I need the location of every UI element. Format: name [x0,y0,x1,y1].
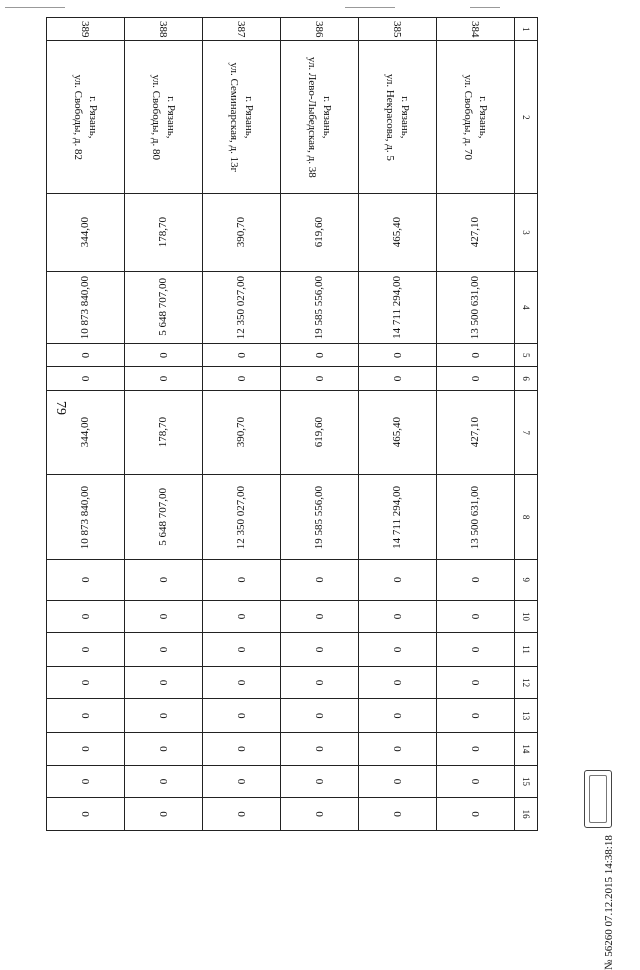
row-id-cell: 387 [203,18,281,41]
value-cell-col-10: 0 [47,600,125,633]
value-cell-col-5: 0 [281,343,359,366]
address-street: ул. Свободы, д. 80 [150,74,163,160]
value-text: 178,70 [157,417,170,448]
value-cell-col-4 [281,271,359,343]
value-text: 10 873 840,00 [79,275,92,339]
address-cell [47,41,125,194]
value-text: 619,60 [313,417,326,448]
value-text: 19 585 556,00 [313,275,326,339]
column-number-cell: 15 [515,765,538,798]
row-id-cell: 385 [359,18,437,41]
value-cell-col-10: 0 [281,600,359,633]
value-cell-col-11: 0 [125,633,203,667]
value-cell-col-13: 0 [359,699,437,733]
value-cell-col-10: 0 [437,600,515,633]
table-container [55,17,538,831]
value-cell-col-9: 0 [359,559,437,600]
value-cell-col-5: 0 [359,343,437,366]
column-number-cell: 12 [515,666,538,699]
value-cell-col-4 [437,271,515,343]
column-number-cell: 11 [515,633,538,667]
value-cell-col-10: 0 [125,600,203,633]
address-street: ул. Свободы, д. 70 [462,74,475,160]
value-text: 427,10 [469,417,482,448]
value-cell-col-7 [125,390,203,475]
address-cell [281,41,359,194]
column-number-cell: 9 [515,559,538,600]
address-city: г. Рязань, [321,96,334,139]
value-cell-col-16: 0 [281,798,359,831]
value-cell-col-5: 0 [47,343,125,366]
value-text: 390,70 [235,417,248,448]
value-cell-col-15: 0 [359,765,437,798]
value-cell-col-10: 0 [359,600,437,633]
value-cell-col-12: 0 [281,666,359,699]
column-number-cell: 2 [515,41,538,194]
row-id-cell: 384 [437,18,515,41]
column-number-cell: 13 [515,699,538,733]
value-cell-col-6: 0 [359,367,437,390]
value-cell-col-15: 0 [47,765,125,798]
address-cell [203,41,281,194]
row-id-cell: 386 [281,18,359,41]
value-text: 5 648 707,00 [157,278,170,337]
value-cell-col-9: 0 [437,559,515,600]
value-cell-col-15: 0 [281,765,359,798]
value-cell-col-7 [281,390,359,475]
value-cell-col-5: 0 [437,343,515,366]
value-cell-col-16: 0 [203,798,281,831]
value-cell-col-14: 0 [203,733,281,766]
value-text: 344,00 [79,417,92,448]
table-row [359,18,437,831]
address-city: г. Рязань, [477,96,490,139]
value-cell-col-13: 0 [47,699,125,733]
value-cell-col-13: 0 [281,699,359,733]
value-cell-col-8 [125,475,203,560]
value-cell-col-13: 0 [437,699,515,733]
value-cell-col-11: 0 [47,633,125,667]
value-text: 14 711 294,00 [391,275,404,339]
value-cell-col-4 [203,271,281,343]
address-cell [437,41,515,194]
value-cell-col-7 [203,390,281,475]
value-cell-col-11: 0 [203,633,281,667]
value-cell-col-8 [203,475,281,560]
value-cell-col-12: 0 [437,666,515,699]
address-street: ул. Некрасова, д. 5 [384,73,397,161]
value-text: 12 350 027,00 [235,485,248,549]
value-text: 12 350 027,00 [235,275,248,339]
address-city: г. Рязань, [165,96,178,139]
address-street: ул. Семинарская, д. 13г [228,62,241,173]
column-number-cell: 3 [515,194,538,271]
value-text: 10 873 840,00 [79,485,92,549]
value-text: 19 585 556,00 [313,485,326,549]
value-cell-col-4 [125,271,203,343]
address-street: ул. Свободы, д. 82 [72,74,85,160]
value-cell-col-7 [437,390,515,475]
column-number-cell: 7 [515,390,538,475]
rotated-table-frame [55,17,538,831]
row-id-cell: 389 [47,18,125,41]
column-number-cell: 5 [515,343,538,366]
value-cell-col-3 [437,194,515,271]
value-cell-col-10: 0 [203,600,281,633]
value-text: 344,00 [79,217,92,248]
value-text: 5 648 707,00 [157,488,170,547]
value-cell-col-16: 0 [359,798,437,831]
table-row [281,18,359,831]
table-row [437,18,515,831]
address-city: г. Рязань, [243,96,256,139]
value-cell-col-6: 0 [281,367,359,390]
value-cell-col-6: 0 [203,367,281,390]
value-cell-col-8 [47,475,125,560]
address-street: ул. Лево-Лыбедская, д. 38 [306,56,319,178]
value-cell-col-11: 0 [437,633,515,667]
value-cell-col-11: 0 [359,633,437,667]
value-cell-col-3 [125,194,203,271]
column-number-cell: 4 [515,271,538,343]
value-cell-col-3 [203,194,281,271]
value-cell-col-8 [281,475,359,560]
address-city: г. Рязань, [399,96,412,139]
value-text: 465,40 [391,217,404,248]
value-cell-col-13: 0 [125,699,203,733]
document-number: № 56260 07.12.2015 14:38:18 [603,835,615,970]
value-text: 619,60 [313,217,326,248]
value-cell-col-9: 0 [125,559,203,600]
value-cell-col-3 [47,194,125,271]
scan-mark [5,7,65,8]
value-cell-col-4 [359,271,437,343]
document-number-wrap [601,770,617,970]
value-cell-col-9: 0 [281,559,359,600]
value-cell-col-12: 0 [359,666,437,699]
page-number: 79 [53,401,68,415]
value-cell-col-14: 0 [47,733,125,766]
value-cell-col-5: 0 [203,343,281,366]
table-row [125,18,203,831]
value-cell-col-6: 0 [125,367,203,390]
value-cell-col-7 [47,390,125,475]
address-city: г. Рязань, [87,96,100,139]
value-cell-col-16: 0 [437,798,515,831]
value-cell-col-4 [47,271,125,343]
value-text: 465,40 [391,417,404,448]
value-cell-col-8 [437,475,515,560]
address-cell [359,41,437,194]
value-cell-col-16: 0 [125,798,203,831]
address-cell [125,41,203,194]
value-cell-col-15: 0 [203,765,281,798]
value-cell-col-12: 0 [47,666,125,699]
value-cell-col-12: 0 [125,666,203,699]
scan-mark [345,7,395,8]
value-text: 14 711 294,00 [391,485,404,549]
table-row [203,18,281,831]
column-number-cell: 16 [515,798,538,831]
value-cell-col-7 [359,390,437,475]
value-text: 390,70 [235,217,248,248]
value-cell-col-15: 0 [125,765,203,798]
value-cell-col-11: 0 [281,633,359,667]
value-cell-col-9: 0 [47,559,125,600]
value-cell-col-13: 0 [203,699,281,733]
value-cell-col-14: 0 [125,733,203,766]
column-number-cell: 1 [515,18,538,41]
value-text: 13 500 631,00 [469,275,482,339]
column-number-cell: 6 [515,367,538,390]
value-cell-col-14: 0 [437,733,515,766]
column-number-row [515,18,538,831]
column-number-cell: 14 [515,733,538,766]
value-cell-col-6: 0 [437,367,515,390]
value-cell-col-3 [359,194,437,271]
value-cell-col-15: 0 [437,765,515,798]
value-text: 13 500 631,00 [469,485,482,549]
column-number-cell: 10 [515,600,538,633]
housing-fund-table [46,17,538,831]
table-row [47,18,125,831]
scan-mark [470,7,500,8]
value-text: 427,10 [469,217,482,248]
value-cell-col-12: 0 [203,666,281,699]
row-id-cell: 388 [125,18,203,41]
value-cell-col-16: 0 [47,798,125,831]
column-number-cell: 8 [515,475,538,560]
value-cell-col-14: 0 [281,733,359,766]
value-cell-col-9: 0 [203,559,281,600]
value-cell-col-3 [281,194,359,271]
value-cell-col-14: 0 [359,733,437,766]
value-cell-col-8 [359,475,437,560]
value-cell-col-5: 0 [125,343,203,366]
value-cell-col-6: 0 [47,367,125,390]
value-text: 178,70 [157,217,170,248]
